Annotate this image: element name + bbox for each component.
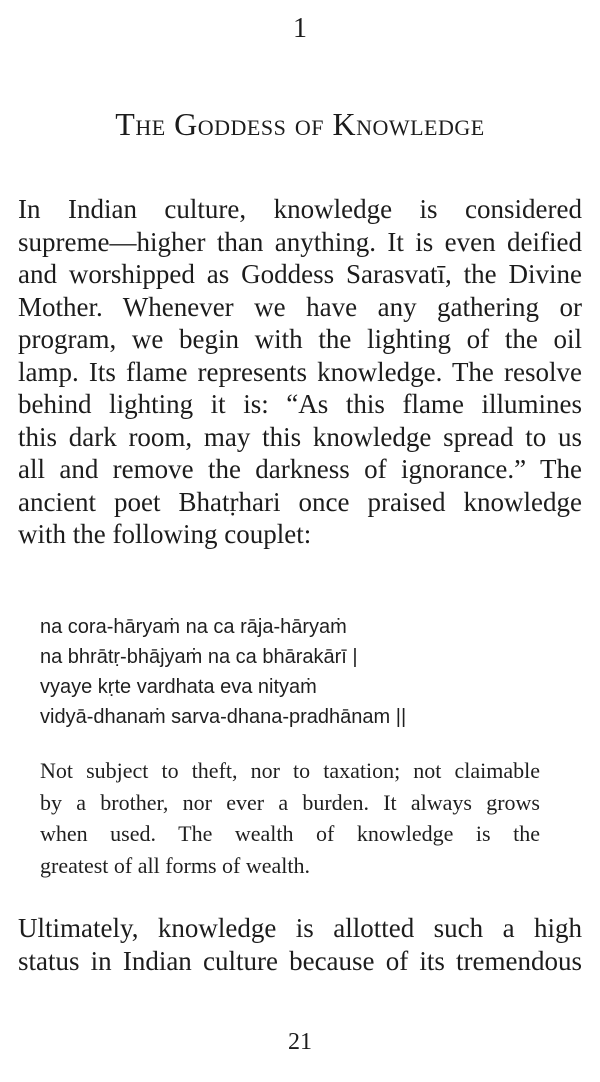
text-line: In Indian culture, knowledge is considered [18,194,582,224]
text-line: this dark room, may this knowledge spread to us [18,421,582,452]
body-paragraph-2 [18,912,582,977]
text-line: with the following couplet: [18,519,312,549]
verse-line: na cora-hāryaṁ na ca rāja-hāryaṁ [40,616,347,638]
text-line: program, we begin with the lighting of the oil [18,324,582,354]
text-line: supreme—higher than anything. It is even deified [18,226,582,257]
text-line: status in Indian culture because of its tremendous [18,945,582,976]
text-line: Mother. Whenever we have any gathering or [18,291,582,322]
text-line: Ultimately, knowledge is allotted such a high [18,913,582,943]
text-line: behind lighting it is: “As this flame illumines [18,389,582,419]
chapter-number: 1 [293,13,307,44]
text-line: and worshipped as Goddess Sarasvatī, the Divine [18,259,582,289]
body-paragraph-1 [18,193,582,551]
text-line: lamp. Its flame represents knowledge. The resolve [18,356,582,387]
translation-line: greatest of all forms of wealth. [40,852,311,878]
sanskrit-verse [40,612,560,732]
translation-line: Not subject to theft, nor to taxation; not claimable [40,758,540,783]
verse-line: vyaye kṛte vardhata eva nityaṁ [40,676,317,698]
text-line: all and remove the darkness of ignorance.” The [18,454,582,484]
translation-line: when used. The wealth of knowledge is the [40,821,540,846]
text-line: ancient poet Bhatṛhari once praised knowledge [18,486,582,517]
page-number: 21 [288,1029,312,1055]
verse-line: na bhrātṛ-bhājyaṁ na ca bhārakārī | [40,646,358,668]
chapter-title: The Goddess of Knowledge [115,106,485,142]
translation-line: by a brother, nor ever a burden. It always grows [40,789,540,815]
verse-translation [40,755,540,881]
verse-line: vidyā-dhanaṁ sarva-dhana-pradhānam || [40,706,407,728]
